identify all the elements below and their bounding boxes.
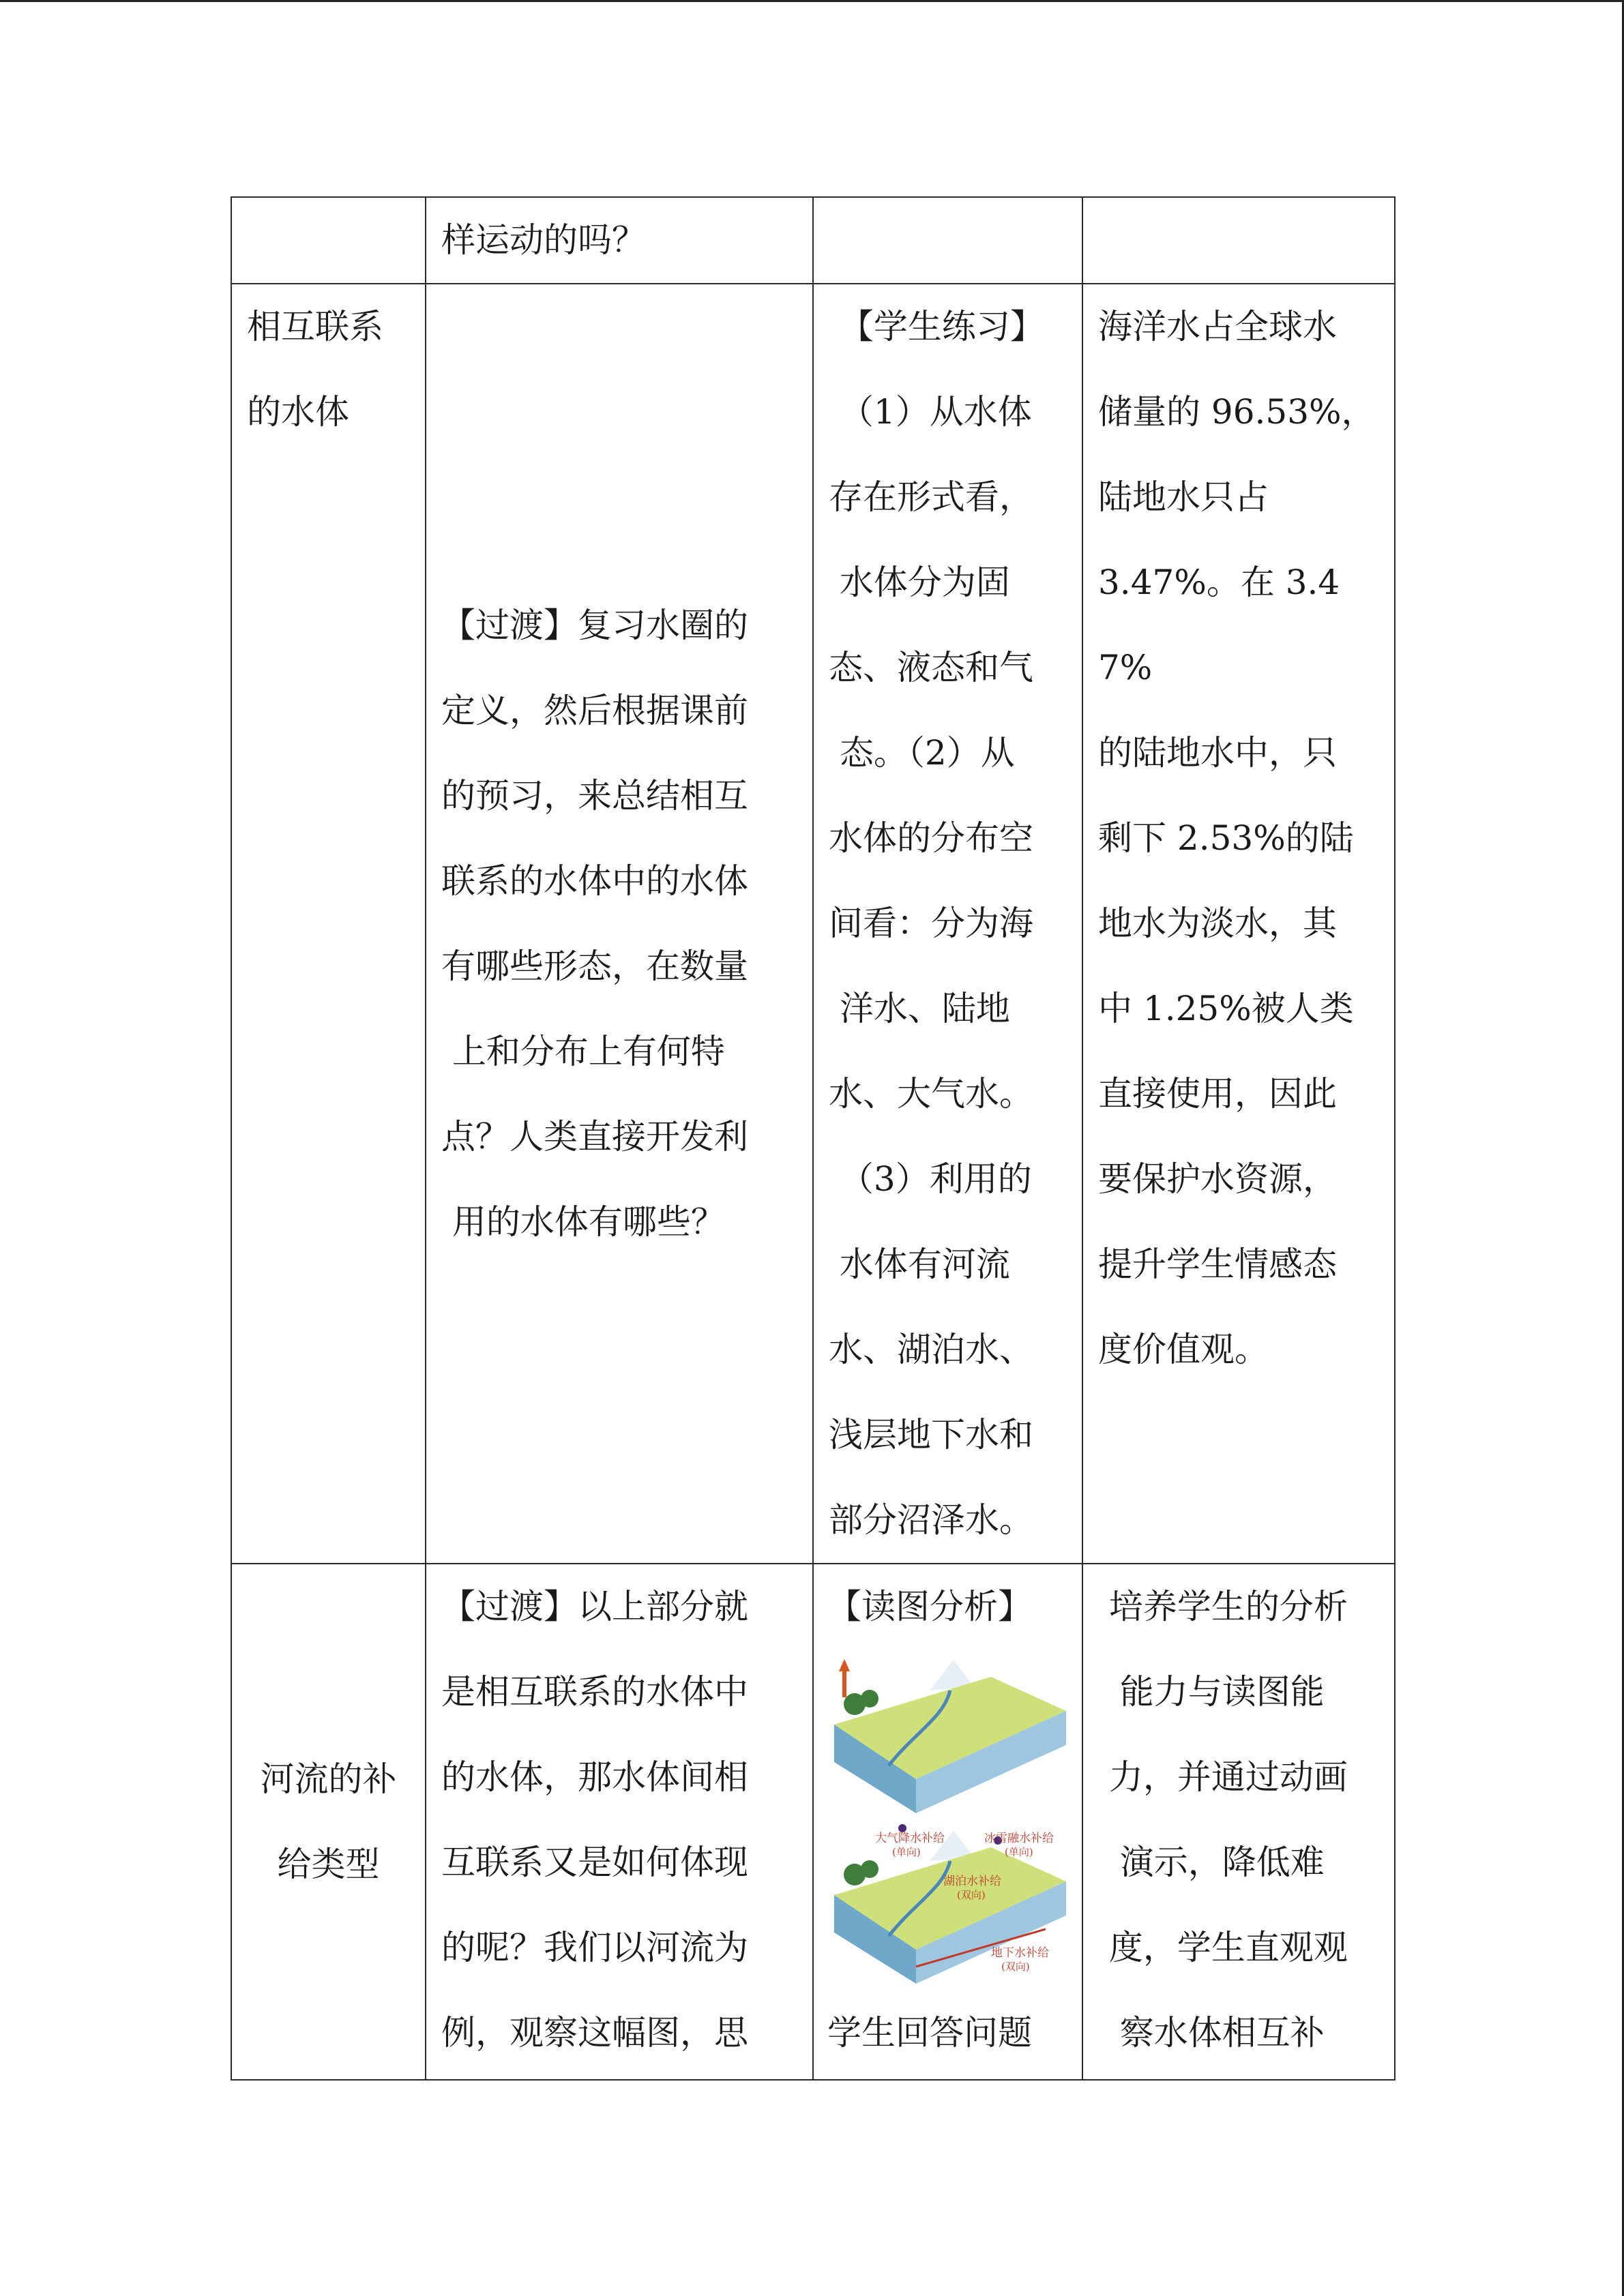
label-groundwater-dir: (双向) bbox=[1001, 1960, 1030, 1973]
design-intent-cell bbox=[1082, 284, 1395, 1564]
label-snowmelt-dir: (单向) bbox=[1005, 1846, 1033, 1858]
teacher-activity-text: 【过渡】复习水圈的 定义，然后根据课前 的预习，来总结相互 联系的水体中的水体 有哪些形态，在数量 上和分布上有何特 点？人类直接开发利 用的水体有哪些？ bbox=[441, 605, 748, 1242]
label-precipitation-dir: (单向) bbox=[892, 1846, 921, 1858]
student-activity-cell bbox=[813, 197, 1082, 284]
teacher-activity-cell bbox=[426, 284, 813, 1564]
label-lake: 湖泊水补给 bbox=[943, 1875, 1001, 1888]
river-diagram-2 bbox=[827, 1820, 1069, 1991]
river-diagram-1 bbox=[827, 1650, 1069, 1820]
design-intent-text: 培养学生的分析 能力与读图能 力，并通过动画 演示，降低难 度，学生直观观 察水体相互补 bbox=[1108, 1587, 1348, 2053]
table-row bbox=[231, 197, 1395, 284]
topic-text: 河流的补 给类型 bbox=[260, 1759, 397, 1884]
diagram-heading: 【读图分析】 bbox=[827, 1587, 1032, 1626]
topic-text: 相互联系 的水体 bbox=[247, 307, 383, 432]
teacher-activity-cell bbox=[426, 197, 813, 284]
topic-cell bbox=[231, 1564, 426, 2080]
lesson-plan-table bbox=[231, 196, 1396, 2081]
design-intent-cell bbox=[1082, 1564, 1395, 2080]
label-precipitation: 大气降水补给 bbox=[875, 1832, 945, 1845]
teacher-activity-cell bbox=[426, 1564, 813, 2080]
teacher-activity-text: 【过渡】以上部分就 是相互联系的水体中 的水体，那水体间相 互联系又是如何体现 的呢？我们以河流为 例，观察这幅图，思 bbox=[441, 1587, 748, 2053]
page-border-top bbox=[0, 0, 1624, 2]
design-intent-cell bbox=[1082, 197, 1395, 284]
label-snowmelt: 冰雪融水补给 bbox=[984, 1832, 1054, 1845]
table-row bbox=[231, 1564, 1395, 2080]
student-activity-cell bbox=[813, 1564, 1082, 2080]
label-groundwater: 地下水补给 bbox=[991, 1946, 1049, 1960]
topic-cell bbox=[231, 284, 426, 1564]
table-row bbox=[231, 284, 1395, 1564]
student-activity-cell bbox=[813, 284, 1082, 1564]
label-lake-dir: (双向) bbox=[957, 1889, 986, 1901]
topic-cell bbox=[231, 197, 426, 284]
student-activity-text: 【学生练习】 （1）从水体 存在形式看， 水体分为固 态、液态和气 态。（2）从 水体的分布空 间看：分为海 洋水、陆地 水、大气水。 （3）利用的 水体有河流 水、湖泊水、 浅层地下水和 部分沼泽水。 bbox=[829, 307, 1044, 1540]
diagram-footer: 学生回答问题 bbox=[827, 2013, 1032, 2053]
teacher-activity-text: 样运动的吗？ bbox=[441, 220, 646, 260]
design-intent-text: 海洋水占全球水 储量的 96.53%， 陆地水只占 3.47%。在 3.47% 的陆地水中，只 剩下 2.53%的陆 地水为淡水，其 中 1.25%被人类 直接使用，因此 要保护水资源， 提升学生情感态 度价值观。 bbox=[1098, 307, 1376, 1369]
